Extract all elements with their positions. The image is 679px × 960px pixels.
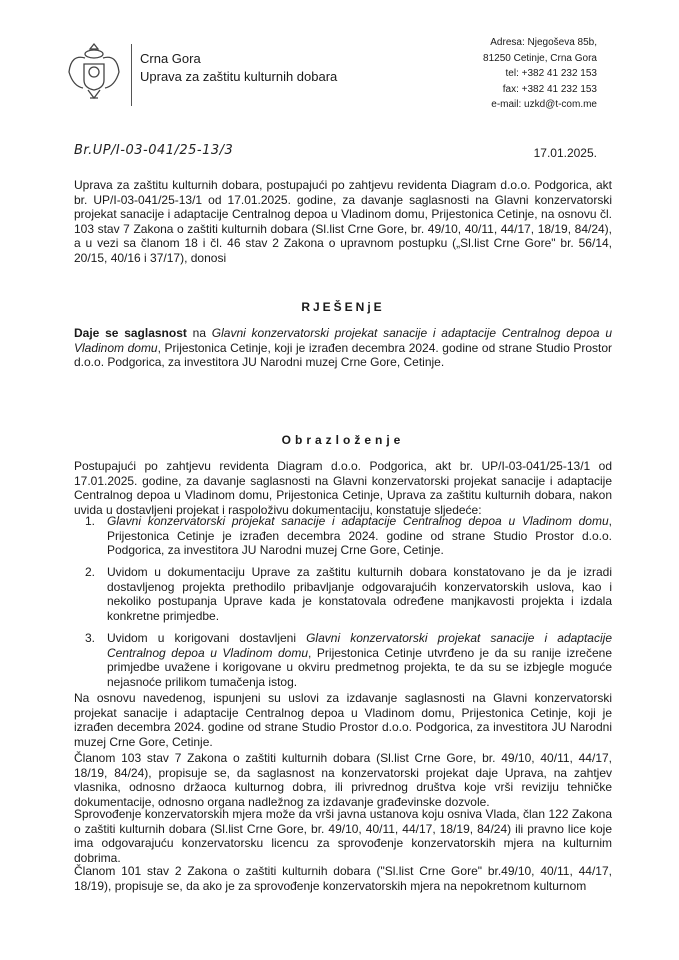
city-line: 81250 Cetinje, Crna Gora xyxy=(483,52,597,64)
fax: fax: +382 41 232 153 xyxy=(502,83,597,95)
decision-bold: Daje se saglasnost xyxy=(74,326,187,340)
list-item xyxy=(85,631,612,689)
item-italic: Glavni konzervatorski projekat sanacije i adaptacije Centralnog depoa u Vladinom domu xyxy=(107,514,609,528)
item-italic: Glavni konzervatorski projekat sanacije i adaptacije Centralnog depoa u Vladinom domu xyxy=(107,631,612,660)
paragraph: Članom 103 stav 7 Zakona o zaštiti kulturnih dobara (Sl.list Crne Gore, br. 49/10, 40/11, 44/17, 18/19, 84/24), propisuje se, da saglasnost na konzervatorski projekat daje Uprava, na zahtjev vlasnika, odnosno držaoca kulturnog dobra, ili privrednog društva koje vrši reviziju tehničke dokumentacije, odnosno organa nadležnog za izdavanje građevinske dozvole. xyxy=(74,751,612,809)
decision-text: na xyxy=(186,326,212,340)
institution-name: Uprava za zaštitu kulturnih dobara xyxy=(140,69,338,84)
address-line: Adresa: Njegoševa 85b, xyxy=(490,37,597,48)
list-number: 1. xyxy=(85,514,96,528)
contact-block xyxy=(483,35,597,113)
list-item xyxy=(85,514,612,558)
item-text: Uvidom u korigovani dostavljeni xyxy=(107,631,307,645)
decision-paragraph xyxy=(74,326,612,370)
document-date: 17.01.2025. xyxy=(533,146,597,160)
paragraph: Članom 101 stav 2 Zakona o zaštiti kulturnih dobara ("Sl.list Crne Gore" br.49/10, 40/11, 44/17, 18/19), propisuje se, da ako je za sprovođenje konzervatorskih mjera na nepokretnom kulturnom xyxy=(74,864,612,893)
reference-number: Br.UP/I-03-041/25-13/3 xyxy=(74,143,234,158)
intro-paragraph: Uprava za zaštitu kulturnih dobara, postupajući po zahtjevu revidenta Diagram d.o.o. Podgorica, akt br. UP/I-03-041/25-13/1 od 17.01.2025. godine, za davanje saglasnosti na Glavni konzervatorski projekat sanacije i adaptacije Centralnog depoa u Vladinom domu, Prijestonica Cetinje, na osnovu čl. 103 stav 7 Zakona o zaštiti kulturnih dobara (Sl.list Crne Gore, br. 49/10, 40/11, 44/17, 18/19, 84/24), a u vezi sa članom 18 i čl. 46 stav 2 Zakona o upravnom postupku („Sl.list Crne Gore" br. 56/14, 20/15, 40/16 i 37/17), donosi xyxy=(74,178,612,265)
header-divider xyxy=(131,44,132,106)
email: e-mail: uzkd@t-com.me xyxy=(491,99,597,110)
list-number: 2. xyxy=(85,565,96,579)
paragraph: Sprovođenje konzervatorskih mjera može da vrši javna ustanova koju osniva Vlada, član 122 Zakona o zaštiti kulturnih dobara (Sl.list Crne Gore, br. 49/10, 40/11, 44/17, 18/19, 84/24) ili pravno lice koje ima odgovarajuću konzervatorsku licencu za sprovođenje konzervatorskih mjera na kulturnim dobrima. xyxy=(74,807,612,865)
reasoning-heading: Obrazloženje xyxy=(281,433,405,447)
item-text: Uvidom u dokumentaciju Uprave za zaštitu kulturnih dobara konstatovano je da je izradi dostavljenog projekta prethodilo pribavljanje odgovarajućih konzervatorskih uslova, kao i nekoliko postupanja Uprave kada je konstatovala određene manjkavosti projekta i izdala konkretne primjedbe. xyxy=(107,565,612,623)
project-title: Glavni konzervatorski projekat sanacije i adaptacije Centralnog depoa u Vladinom domu xyxy=(74,326,613,355)
item-text-2: , Prijestonica Cetinje je izrađen decembra 2024. godine od strane Studio Prostor d.o.o. Podgorica, za investitora JU Narodni muzej Crne Gore, Cetinje. xyxy=(107,514,612,558)
list-number: 3. xyxy=(85,631,96,645)
coat-of-arms-logo xyxy=(66,40,122,104)
decision-heading: RJEŠENjE xyxy=(301,300,385,314)
country-name: Crna Gora xyxy=(140,51,201,66)
list-item xyxy=(85,565,612,623)
paragraph: Na osnovu navedenog, ispunjeni su uslovi za izdavanje saglasnosti na Glavni konzervatorski projekat sanacije i adaptacije Centralnog depoa u Vladinom domu, Prijestonica Cetinje, koji je izrađen decembra 2024. godine od strane Studio Prostor d.o.o. Podgorica, za investitora JU Narodni muzej Crne Gore, Cetinje. xyxy=(74,691,612,749)
item-text-2: , Prijestonica Cetinje utvrđeno je da su ranije izrečene primjedbe uvažene i korigovane u okviru predmetnog projekta, te da su se izbjegle moguće nejasnoće prilikom tumačenja istog. xyxy=(107,645,612,689)
phone: tel: +382 41 232 153 xyxy=(505,68,597,79)
reasoning-intro: Postupajući po zahtjevu revidenta Diagram d.o.o. Podgorica, akt br. UP/I-03-041/25-13/1 od 17.01.2025. godine, za davanje saglasnosti na Glavni konzervatorski projekat sanacije i adaptacije Centralnog depoa u Vladinom domu, Prijestonica Cetinje, Uprava za zaštitu kulturnih dobara, nakon uvida u dostavljeni projekat i raspoloživu dokumentaciju, konstatuje sljedeće: xyxy=(74,459,612,517)
decision-text-2: , Prijestonica Cetinje, koji je izrađen decembra 2024. godine od strane Studio Prostor d.o.o. Podgorica, za investitora JU Narodni muzej Crne Gore, Cetinje. xyxy=(74,340,612,370)
